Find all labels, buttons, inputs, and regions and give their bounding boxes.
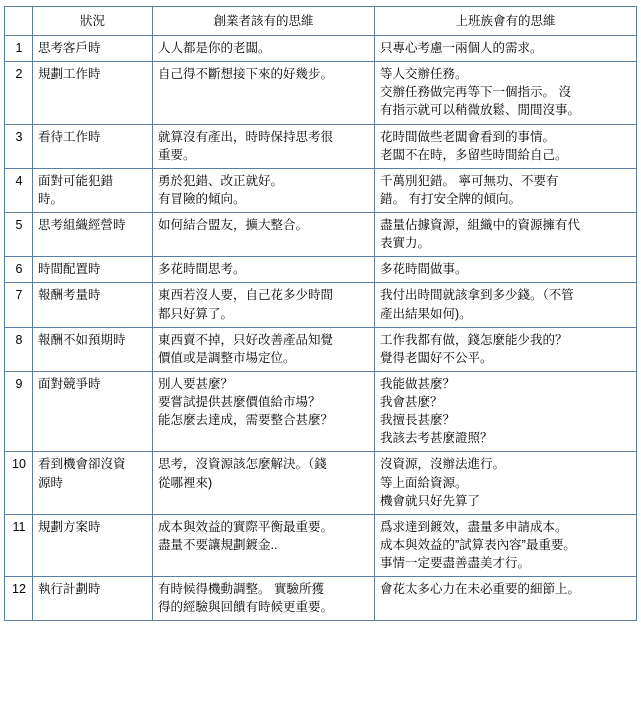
header-cell-entrepreneur: 創業者該有的思維 [153, 7, 375, 36]
cell-line: 看待工作時 [38, 129, 101, 144]
table-row [5, 371, 637, 452]
cell-line: 報酬考量時 [38, 288, 101, 303]
entrepreneur-mindset-cell [153, 36, 375, 62]
cell-line: 得的經驗與回饋有時候更重要。 [158, 600, 334, 615]
cell-line: 面對競爭時 [38, 376, 101, 391]
cell-line: 沒資源，沒辦法進行。 [380, 457, 506, 472]
table-row [5, 257, 637, 283]
cell-line: 會花太多心力在未必重要的細節上。 [380, 582, 581, 597]
cell-line: 有冒險的傾向。 [158, 191, 246, 206]
row-index-cell: 2 [5, 62, 33, 124]
employee-mindset-cell [375, 283, 637, 327]
cell-line: 思考客戶時 [38, 41, 101, 55]
row-index-cell: 4 [5, 168, 33, 212]
table-row [5, 62, 637, 124]
cell-line: 老闆不在時，多留些時間給自己。 [380, 147, 568, 162]
cell-line: 要嘗試提供甚麼價值給市場？ [158, 395, 321, 409]
employee-mindset-cell [375, 124, 637, 168]
header-cell-index [5, 7, 33, 36]
table-row [5, 168, 637, 212]
cell-line: 表實力。 [380, 236, 431, 251]
employee-mindset-cell [375, 213, 637, 257]
cell-line: 我擅長甚麼？ [380, 413, 456, 428]
cell-line: 事情一定要盡善盡美才行。 [380, 556, 531, 570]
cell-line: 執行計劃時 [38, 582, 101, 597]
employee-mindset-cell [375, 577, 637, 621]
table-row [5, 577, 637, 621]
cell-line: 看到機會卻沒資 [38, 457, 126, 472]
cell-line: 多花時間做事。 [380, 262, 468, 277]
situation-cell [33, 452, 153, 514]
employee-mindset-cell [375, 62, 637, 124]
entrepreneur-mindset-cell [153, 62, 375, 124]
row-index-cell: 11 [5, 514, 33, 576]
cell-line: 都只好算了。 [158, 306, 234, 321]
situation-cell [33, 371, 153, 452]
employee-mindset-cell [375, 327, 637, 371]
cell-line: 別人要甚麼？ [158, 376, 234, 391]
situation-cell [33, 577, 153, 621]
row-index-cell: 3 [5, 124, 33, 168]
situation-cell [33, 168, 153, 212]
table-body [5, 36, 637, 621]
entrepreneur-mindset-cell [153, 577, 375, 621]
cell-line: 產出結果如何)。 [380, 306, 472, 321]
employee-mindset-cell [375, 168, 637, 212]
cell-line: 我該去考甚麼證照？ [380, 431, 493, 446]
cell-line: 成本與效益的”試算表內容”最重要。 [380, 537, 576, 552]
cell-line: 錯。 有打安全牌的傾向。 [380, 191, 521, 206]
cell-line: 重要。 [158, 147, 196, 162]
cell-line: 花時間做些老闆會看到的事情。 [380, 129, 556, 144]
cell-line: 我能做甚麼？ [380, 376, 456, 391]
row-index-cell: 6 [5, 257, 33, 283]
table-row [5, 283, 637, 327]
table-row [5, 452, 637, 514]
cell-line: 如何結合盟友，擴大整合。 [158, 218, 309, 232]
cell-line: 人人都是你的老闆。 [158, 41, 271, 55]
cell-line: 多花時間思考。 [158, 262, 246, 277]
table-row [5, 327, 637, 371]
row-index-cell: 1 [5, 36, 33, 62]
header-cell-situation: 狀況 [33, 7, 153, 36]
cell-line: 我付出時間就該拿到多少錢。（不管 [380, 288, 574, 303]
table-row [5, 124, 637, 168]
header-cell-employee: 上班族會有的思維 [375, 7, 637, 36]
cell-line: 就算沒有產出，時時保持思考很 [158, 129, 334, 144]
cell-line: 盡量佔據資源，組織中的資源擁有代 [380, 218, 581, 232]
situation-cell [33, 514, 153, 576]
cell-line: 價值或是調整市場定位。 [158, 350, 296, 365]
cell-line: 覺得老闆好不公平。 [380, 350, 493, 365]
header-row [5, 7, 637, 36]
cell-line: 能怎麼去達成，需要整合甚麼？ [158, 413, 334, 428]
cell-line: 源時 [38, 475, 64, 490]
row-index-cell: 5 [5, 213, 33, 257]
entrepreneur-mindset-cell [153, 452, 375, 514]
situation-cell [33, 62, 153, 124]
cell-line: 思考組織經營時 [38, 218, 126, 232]
table-row [5, 213, 637, 257]
table-header [5, 7, 637, 36]
situation-cell [33, 327, 153, 371]
cell-line: 有指示就可以稍微放鬆、閒間沒事。 [380, 103, 581, 118]
cell-line: 千萬別犯錯。 寧可無功、不要有 [380, 173, 559, 188]
cell-line: 有時候得機動調整。 實驗所獲 [158, 582, 324, 597]
cell-line: 規劃工作時 [38, 67, 101, 82]
entrepreneur-mindset-cell [153, 283, 375, 327]
cell-line: 交辦任務做完再等下一個指示。 沒 [380, 85, 571, 100]
entrepreneur-mindset-cell [153, 124, 375, 168]
situation-cell [33, 257, 153, 283]
entrepreneur-mindset-cell [153, 257, 375, 283]
situation-cell [33, 124, 153, 168]
situation-cell [33, 36, 153, 62]
row-index-cell: 7 [5, 283, 33, 327]
employee-mindset-cell [375, 371, 637, 452]
cell-line: 東西賣不掉，只好改善產品知覺 [158, 332, 334, 347]
entrepreneur-mindset-cell [153, 514, 375, 576]
cell-line: 時間配置時 [38, 262, 101, 277]
row-index-cell: 10 [5, 452, 33, 514]
entrepreneur-mindset-cell [153, 213, 375, 257]
cell-line: 爲求達到鍍效，盡量多申請成本。 [380, 519, 568, 534]
cell-line: 機會就只好先算了 [380, 493, 481, 508]
row-index-cell: 8 [5, 327, 33, 371]
cell-line: 成本與效益的實際平衡最重要。 [158, 519, 334, 534]
cell-line: 工作我都有做，錢怎麼能少我的？ [380, 332, 568, 347]
comparison-table [4, 6, 637, 621]
cell-line: 只專心考慮一兩個人的需求。 [380, 41, 543, 55]
situation-cell [33, 283, 153, 327]
cell-line: 我會甚麼？ [380, 395, 443, 409]
table-row [5, 514, 637, 576]
cell-line: 時。 [38, 191, 64, 206]
entrepreneur-mindset-cell [153, 327, 375, 371]
entrepreneur-mindset-cell [153, 371, 375, 452]
cell-line: 報酬不如預期時 [38, 332, 126, 347]
entrepreneur-mindset-cell [153, 168, 375, 212]
cell-line: 等上面給資源。 [380, 475, 468, 490]
row-index-cell: 12 [5, 577, 33, 621]
cell-line: 自己得不斷想接下來的好幾步。 [158, 67, 334, 82]
cell-line: 面對可能犯錯 [38, 173, 114, 188]
cell-line: 盡量不要讓規劃鍍金.. [158, 537, 278, 552]
cell-line: 東西若沒人要，自己花多少時間 [158, 288, 334, 303]
situation-cell [33, 213, 153, 257]
table-row [5, 36, 637, 62]
cell-line: 規劃方案時 [38, 519, 101, 534]
cell-line: 勇於犯錯、改正就好。 [158, 173, 284, 188]
employee-mindset-cell [375, 257, 637, 283]
employee-mindset-cell [375, 514, 637, 576]
cell-line: 從哪裡來) [158, 475, 213, 490]
cell-line: 等人交辦任務。 [380, 67, 468, 82]
employee-mindset-cell [375, 36, 637, 62]
employee-mindset-cell [375, 452, 637, 514]
row-index-cell: 9 [5, 371, 33, 452]
cell-line: 思考，沒資源該怎麼解決。（錢 [158, 457, 327, 472]
